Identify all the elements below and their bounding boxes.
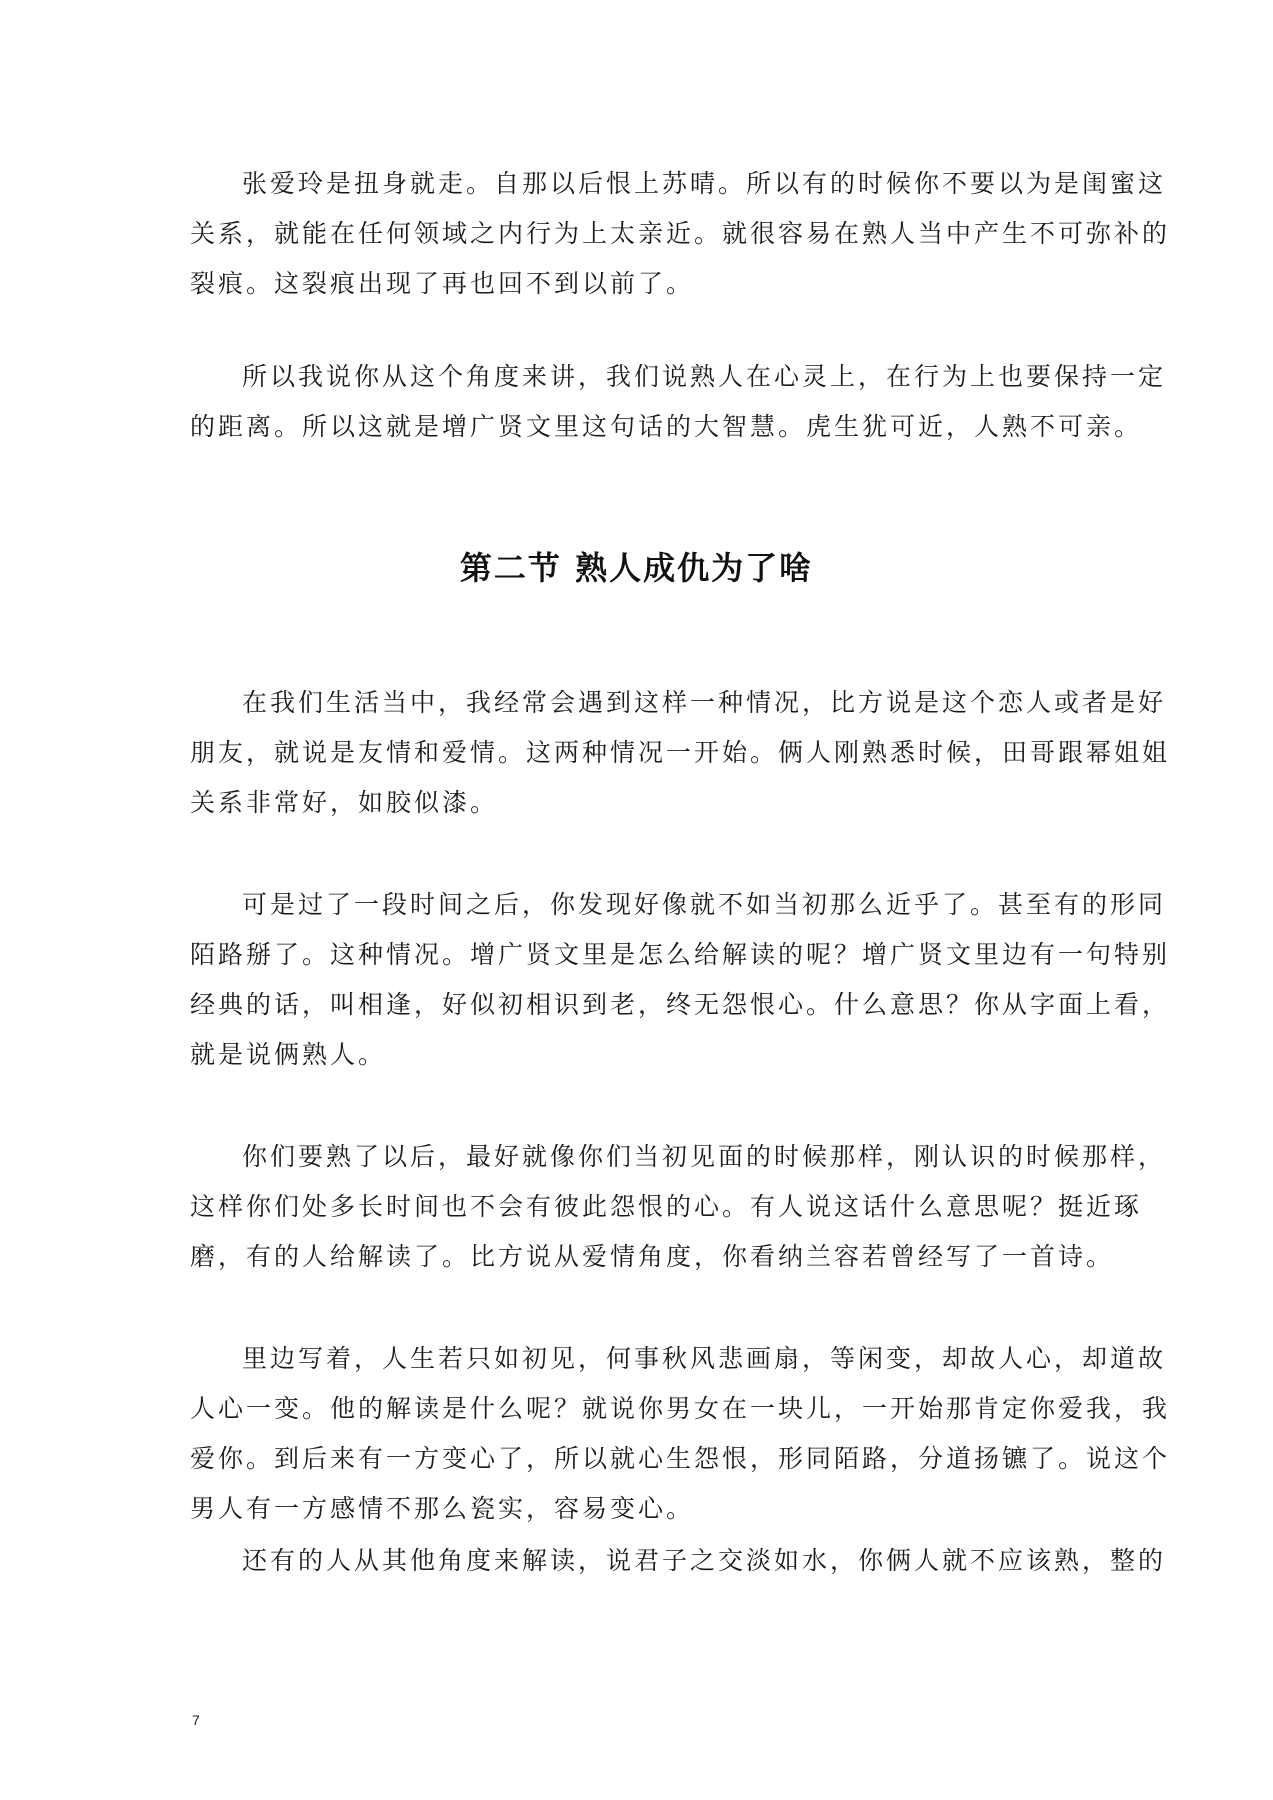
- paragraph: [190, 1334, 1171, 1534]
- text-line: 所以我说你从这个角度来讲，我们说熟人在心灵上，在行为上也要保持一定: [242, 362, 1167, 391]
- text-line: 磨，有的人给解读了。比方说从爱情角度，你看纳兰容若曾经写了一首诗。: [190, 1242, 1115, 1271]
- paragraph: [190, 1132, 1167, 1282]
- text-line: 关系非常好，如胶似漆。: [190, 788, 499, 817]
- text-line: 人心一变。他的解读是什么呢？就说你男女在一块儿，一开始那肯定你爱我，我: [190, 1394, 1171, 1423]
- text-line: 你们要熟了以后，最好就像你们当初见面的时候那样，刚认识的时候那样，: [242, 1142, 1167, 1171]
- text-line: 张爱玲是扭身就走。自那以后恨上苏晴。所以有的时候你不要以为是闺蜜这: [242, 169, 1167, 198]
- text-line: 就是说俩熟人。: [190, 1040, 387, 1069]
- text-line: 可是过了一段时间之后，你发现好像就不如当初那么近乎了。甚至有的形同: [242, 890, 1167, 919]
- section-heading: 第二节 熟人成仇为了啥: [459, 549, 814, 587]
- text-line: 男人有一方感情不那么瓷实，容易变心。: [190, 1494, 695, 1523]
- paragraph: [190, 678, 1171, 828]
- text-line: 里边写着，人生若只如初见，何事秋风悲画扇，等闲变，却故人心，却道故: [242, 1344, 1167, 1373]
- paragraph: [190, 352, 1167, 452]
- paragraph: [190, 1536, 1167, 1586]
- text-line: 还有的人从其他角度来解读，说君子之交淡如水，你俩人就不应该熟，整的: [242, 1546, 1167, 1575]
- paragraph: [190, 159, 1171, 309]
- text-line: 在我们生活当中，我经常会遇到这样一种情况，比方说是这个恋人或者是好: [242, 688, 1167, 717]
- paragraph: [190, 880, 1171, 1080]
- text-line: 朋友，就说是友情和爱情。这两种情况一开始。俩人刚熟悉时候，田哥跟幂姐姐: [190, 738, 1171, 767]
- page-number: 7: [192, 1712, 200, 1728]
- text-line: 关系，就能在任何领域之内行为上太亲近。就很容易在熟人当中产生不可弥补的: [190, 219, 1171, 248]
- text-line: 经典的话，叫相逢，好似初相识到老，终无怨恨心。什么意思？你从字面上看，: [190, 990, 1171, 1019]
- text-line: 的距离。所以这就是增广贤文里这句话的大智慧。虎生犹可近，人熟不可亲。: [190, 412, 1143, 441]
- text-line: 这样你们处多长时间也不会有彼此怨恨的心。有人说这话什么意思呢？挺近琢: [190, 1192, 1143, 1221]
- text-line: 陌路掰了。这种情况。增广贤文里是怎么给解读的呢？增广贤文里边有一句特别: [190, 940, 1171, 969]
- text-line: 爱你。到后来有一方变心了，所以就心生怨恨，形同陌路，分道扬镳了。说这个: [190, 1444, 1171, 1473]
- text-line: 裂痕。这裂痕出现了再也回不到以前了。: [190, 269, 695, 298]
